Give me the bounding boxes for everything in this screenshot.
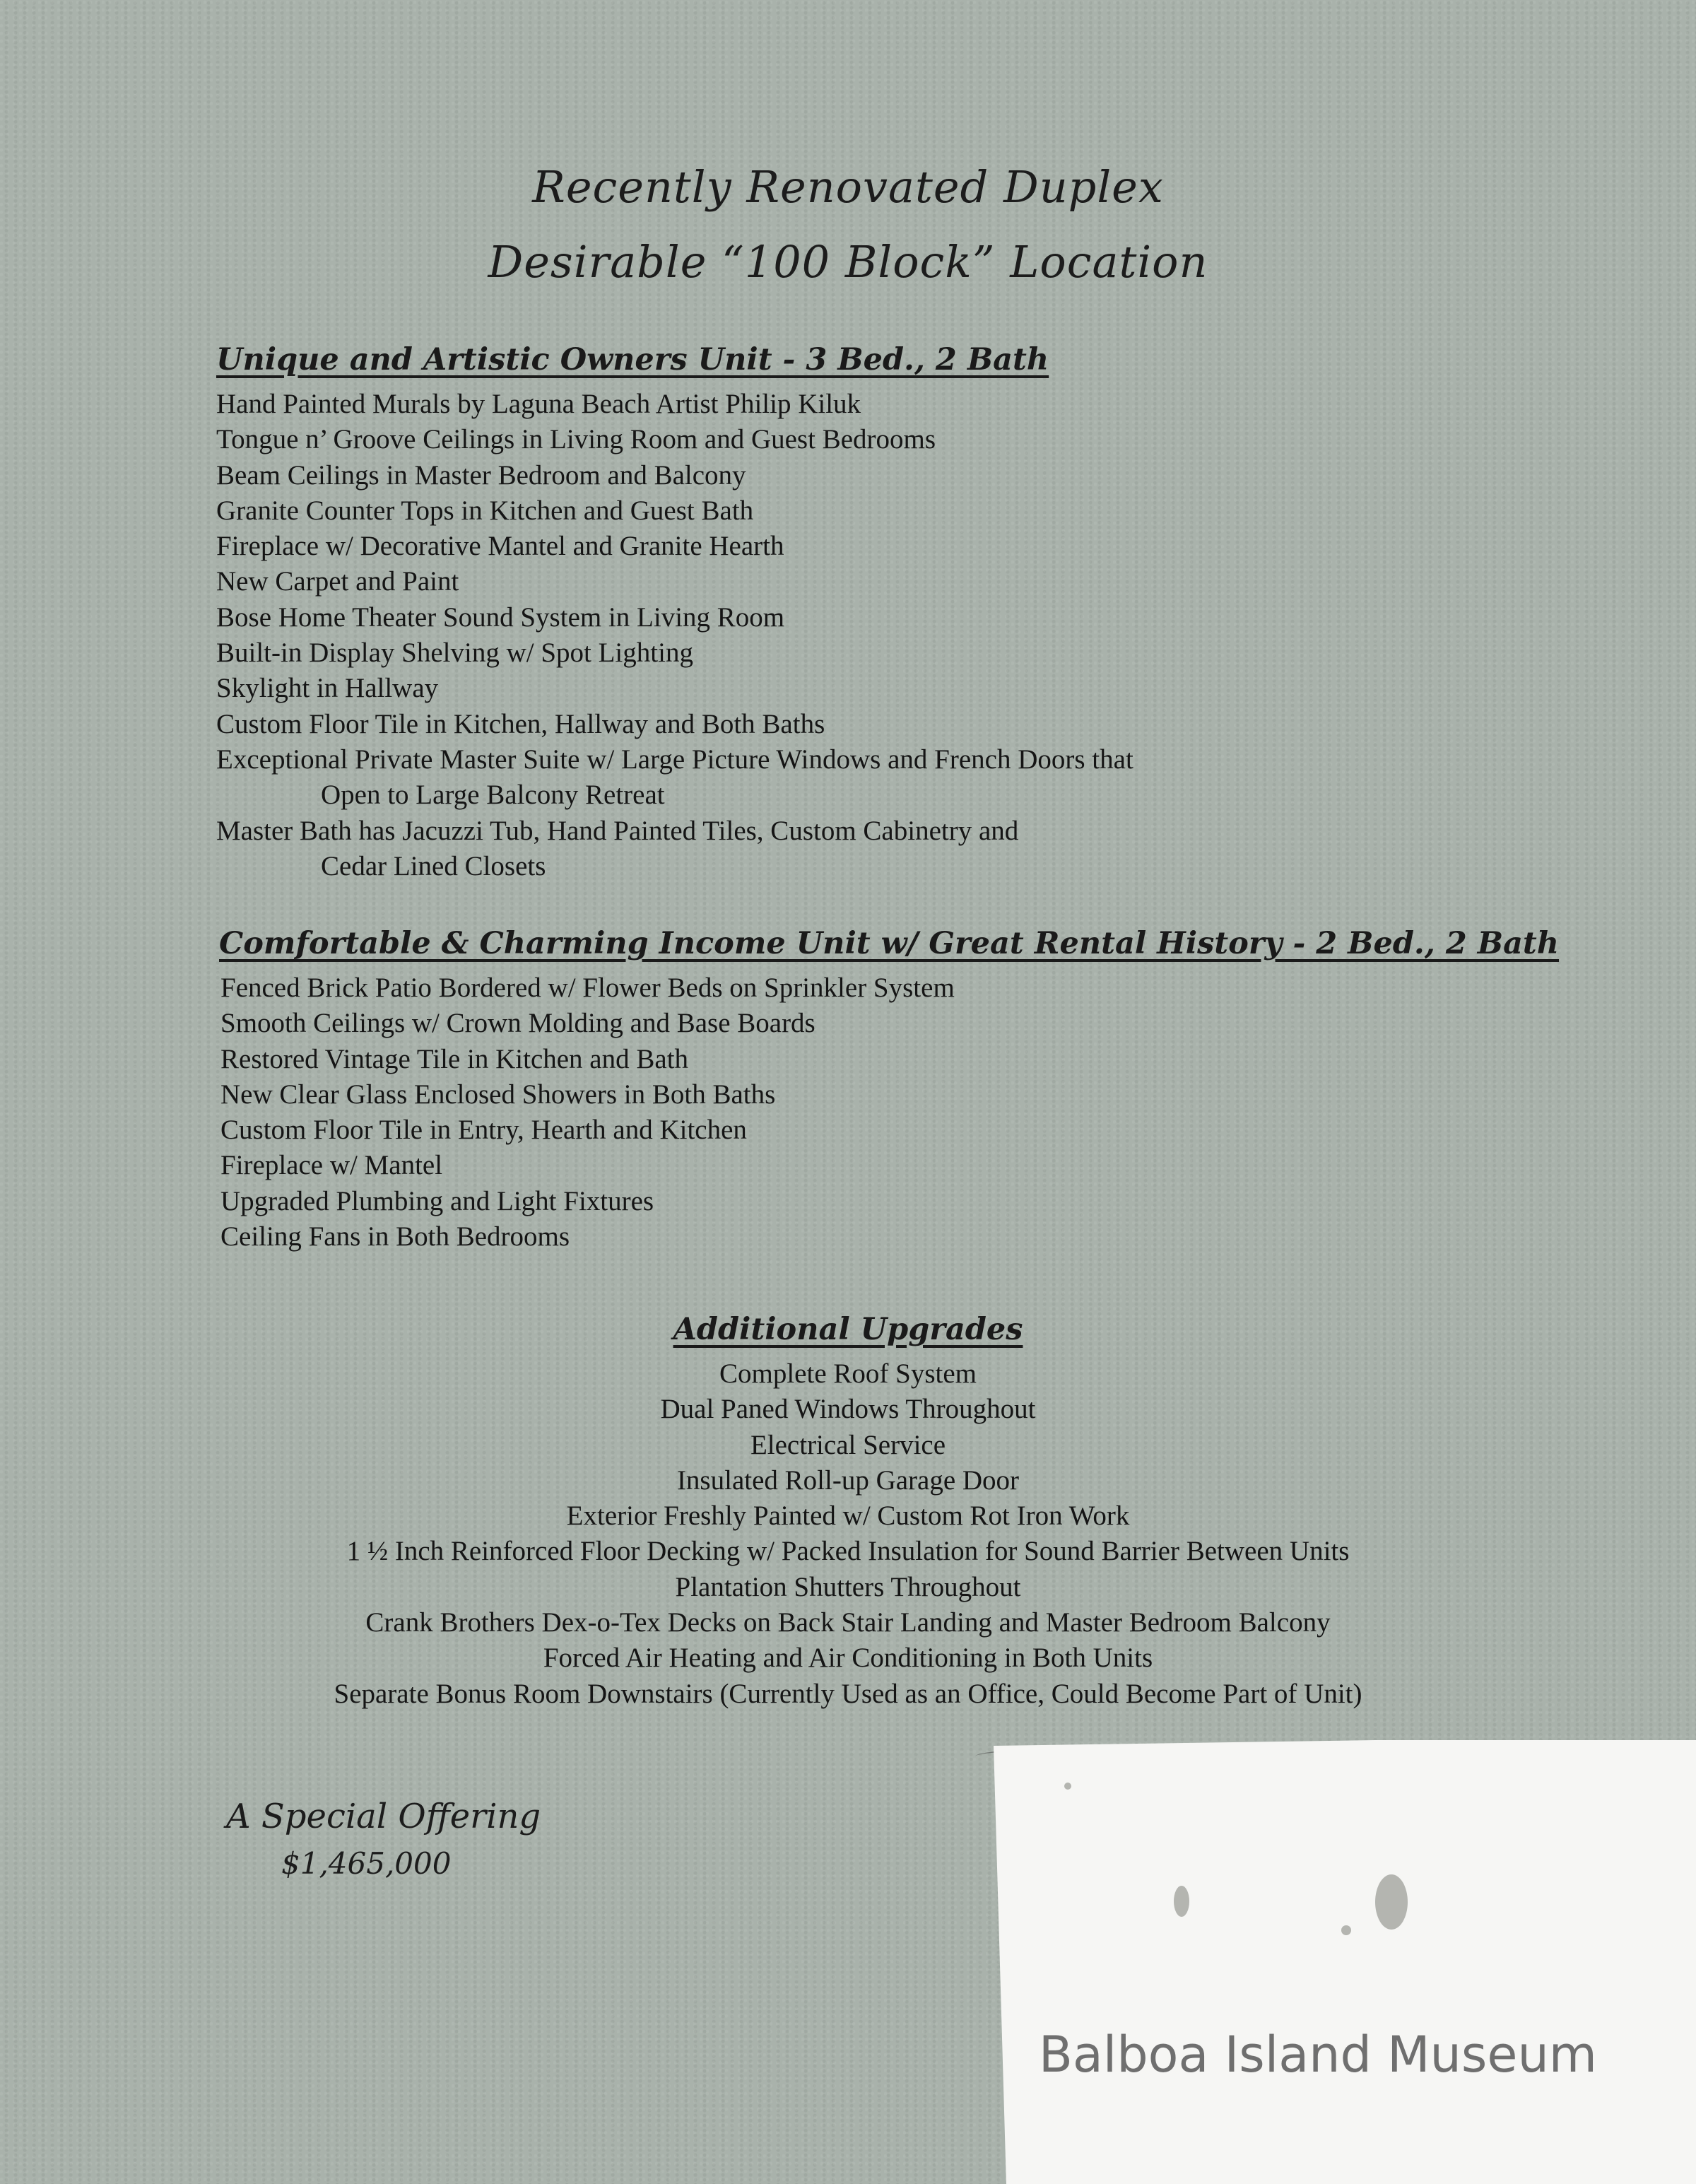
owners-unit-heading: Unique and Artistic Owners Unit - 3 Bed., 2 Bath [216, 342, 1049, 377]
list-item: Tongue n’ Groove Ceilings in Living Room and Guest Bedrooms [216, 424, 936, 455]
white-label-patch [994, 1740, 1696, 2184]
list-item: Master Bath has Jacuzzi Tub, Hand Painted Tiles, Custom Cabinetry and [216, 815, 1019, 846]
list-item: Skylight in Hallway [216, 673, 439, 704]
owners-unit-list [216, 387, 1133, 884]
title-line-1: Recently Renovated Duplex [532, 161, 1164, 213]
list-item: Beam Ceilings in Master Bedroom and Balcony [216, 459, 746, 491]
special-offering-label: A Special Offering [226, 1797, 541, 1836]
list-item: Separate Bonus Room Downstairs (Currently Used as an Office, Could Become Part of Unit) [334, 1678, 1362, 1709]
list-item-continuation: Cedar Lined Closets [321, 850, 546, 881]
title-line-2: Desirable “100 Block” Location [488, 236, 1208, 288]
list-item: New Carpet and Paint [216, 566, 459, 597]
list-item: Plantation Shutters Throughout [675, 1571, 1021, 1602]
income-unit-heading: Comfortable & Charming Income Unit w/ Great Rental History - 2 Bed., 2 Bath [219, 926, 1560, 961]
list-item: Smooth Ceilings w/ Crown Molding and Base Boards [220, 1008, 815, 1039]
list-item: Custom Floor Tile in Kitchen, Hallway and Both Baths [216, 708, 825, 739]
upgrades-list [0, 1356, 1696, 1712]
list-item: Exterior Freshly Painted w/ Custom Rot Iron Work [566, 1501, 1130, 1532]
income-unit-list [220, 970, 955, 1255]
list-item: Forced Air Heating and Air Conditioning in Both Units [543, 1643, 1153, 1674]
list-item: Fireplace w/ Decorative Mantel and Granite Hearth [216, 531, 784, 562]
list-item: Built-in Display Shelving w/ Spot Lighting [216, 638, 693, 669]
list-item: Dual Paned Windows Throughout [660, 1394, 1036, 1425]
list-item: New Clear Glass Enclosed Showers in Both Baths [220, 1079, 776, 1110]
offer-price: $1,465,000 [281, 1846, 452, 1881]
list-item: Fireplace w/ Mantel [220, 1150, 443, 1181]
list-item: 1 ½ Inch Reinforced Floor Decking w/ Packed Insulation for Sound Barrier Between Units [346, 1536, 1350, 1567]
smudge-mark [1174, 1886, 1189, 1917]
list-item: Upgraded Plumbing and Light Fixtures [220, 1185, 654, 1216]
list-item: Insulated Roll-up Garage Door [676, 1464, 1020, 1496]
list-item: Bose Home Theater Sound System in Living Room [216, 601, 785, 633]
list-item: Custom Floor Tile in Entry, Hearth and Kitchen [220, 1115, 747, 1146]
list-item: Hand Painted Murals by Laguna Beach Artist Philip Kiluk [216, 389, 861, 419]
smudge-mark [1341, 1925, 1351, 1935]
smudge-mark [1064, 1783, 1071, 1790]
smudge-mark [1375, 1874, 1408, 1930]
list-item: Crank Brothers Dex-o-Tex Decks on Back Stair Landing and Master Bedroom Balcony [365, 1607, 1331, 1638]
list-item: Ceiling Fans in Both Bedrooms [220, 1221, 570, 1252]
list-item: Complete Roof System [719, 1358, 977, 1389]
list-item: Granite Counter Tops in Kitchen and Guest Bath [216, 495, 754, 526]
upgrades-heading: Additional Upgrades [673, 1312, 1023, 1347]
list-item: Fenced Brick Patio Bordered w/ Flower Beds on Sprinkler System [220, 973, 955, 1003]
list-item: Exceptional Private Master Suite w/ Large Picture Windows and French Doors that [216, 744, 1133, 775]
museum-watermark: Balboa Island Museum [1038, 2026, 1597, 2084]
list-item: Restored Vintage Tile in Kitchen and Bath [220, 1043, 689, 1074]
list-item-continuation: Open to Large Balcony Retreat [321, 780, 665, 811]
list-item: Electrical Service [750, 1429, 946, 1460]
